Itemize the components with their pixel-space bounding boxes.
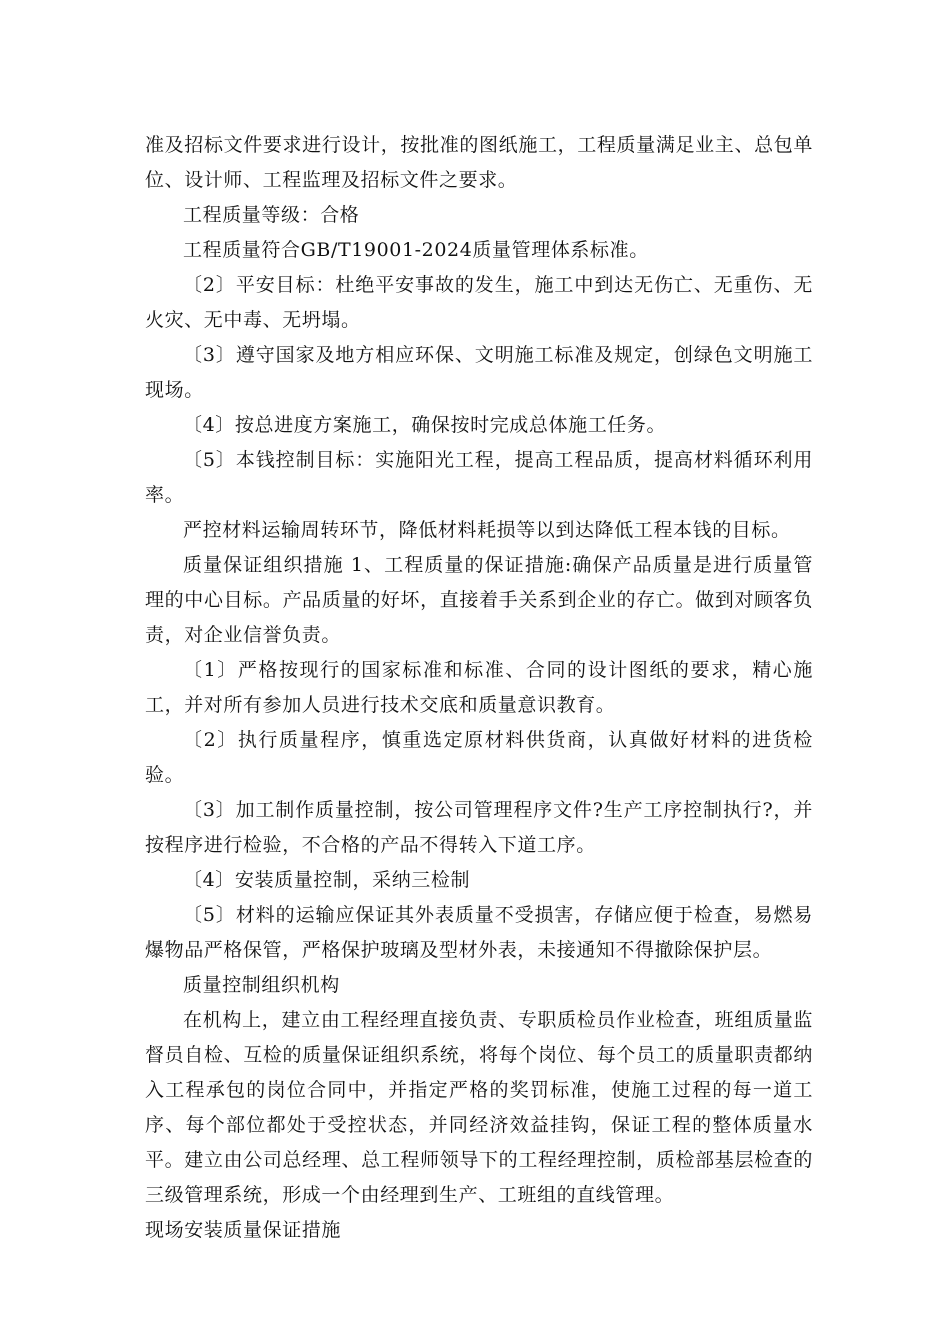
paragraph-organization-description: 在机构上，建立由工程经理直接负责、专职质检员作业检查，班组质量监督员自检、互检的质量保证组织系统，将每个岗位、每个员工的质量职责都纳入工程承包的岗位合同中，并指定严格的奖罚标准，使施工过程的每一道工序、每个部位都处于受控状态，并同经济效益挂钩，保证工程的整体质量水平。建立由公司总经理、总工程师领导下的工程经理控制，质检部基层检查的三级管理系统，形成一个由经理到生产、工班组的直线管理。 [145, 1009, 813, 1206]
paragraph-measure-5: 〔5〕材料的运输应保证其外表质量不受损害，存储应便于检查，易燃易爆物品严格保管，严格保护玻璃及型材外表，未接通知不得撤除保护层。 [145, 904, 813, 961]
paragraph-cost-target: 〔5〕本钱控制目标：实施阳光工程，提高工程品质，提高材料循环利用率。 [145, 449, 813, 506]
paragraph-material-control: 严控材料运输周转环节，降低材料耗损等以到达降低工程本钱的目标。 [183, 519, 791, 541]
paragraph-measure-1: 〔1〕严格按现行的国家标准和标准、合同的设计图纸的要求，精心施工，并对所有参加人员进行技术交底和质量意识教育。 [145, 659, 813, 716]
section-heading-site-installation: 现场安装质量保证措施 [145, 1219, 342, 1241]
paragraph-measure-3: 〔3〕加工制作质量控制，按公司管理程序文件?生产工序控制执行?，并按程序进行检验，不合格的产品不得转入下道工序。 [145, 799, 813, 856]
paragraph-measure-2: 〔2〕执行质量程序，慎重选定原材料供货商，认真做好材料的进货检验。 [145, 729, 813, 786]
paragraph-quality-standard: 工程质量符合GB/T19001-2024质量管理体系标准。 [183, 239, 649, 261]
paragraph-safety-target: 〔2〕平安目标：杜绝平安事故的发生，施工中到达无伤亡、无重伤、无火灾、无中毒、无坍塌。 [145, 274, 813, 331]
paragraph-quality-measures: 质量保证组织措施 1、工程质量的保证措施:确保产品质量是进行质量管理的中心目标。产品质量的好坏，直接着手关系到企业的存亡。做到对顾客负责，对企业信誉负责。 [145, 554, 813, 646]
document-body [145, 128, 813, 1248]
paragraph-design-requirements: 准及招标文件要求进行设计，按批准的图纸施工，工程质量满足业主、总包单位、设计师、工程监理及招标文件之要求。 [145, 134, 813, 191]
paragraph-measure-4: 〔4〕安装质量控制，采纳三检制 [183, 869, 471, 891]
paragraph-quality-grade: 工程质量等级：合格 [183, 204, 360, 226]
paragraph-schedule-target: 〔4〕按总进度方案施工，确保按时完成总体施工任务。 [183, 414, 667, 436]
section-heading-quality-organization: 质量控制组织机构 [183, 974, 340, 996]
paragraph-environment-target: 〔3〕遵守国家及地方相应环保、文明施工标准及规定，创绿色文明施工现场。 [145, 344, 813, 401]
